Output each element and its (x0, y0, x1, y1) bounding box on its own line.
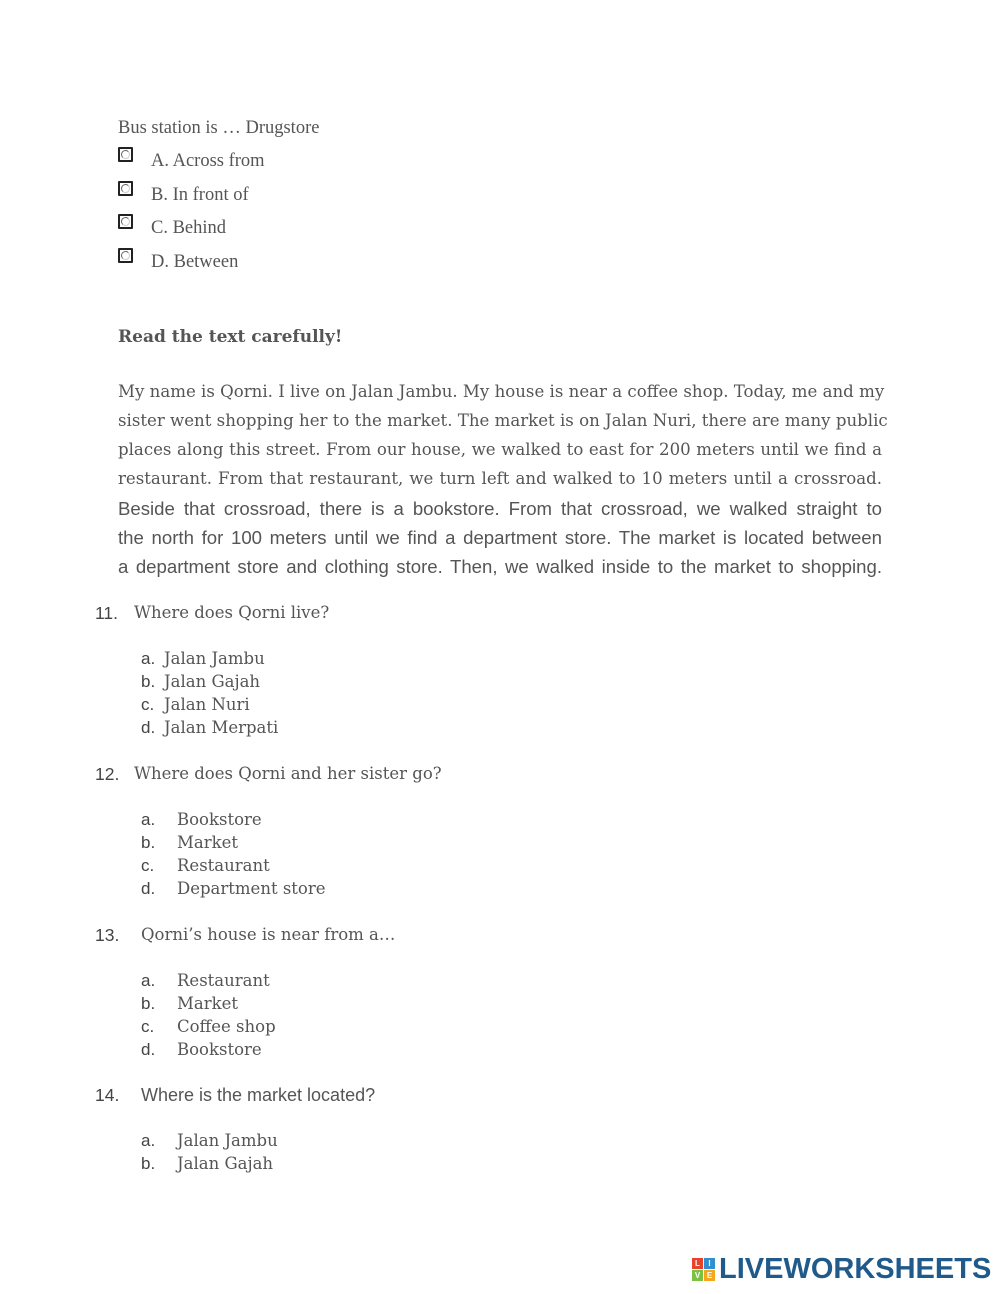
passage-line: My name is Qorni. I live on Jalan Jambu. My house is near a coffee shop. Today, me and my (118, 382, 885, 401)
bus-station-question: Bus station is … Drugstore (118, 118, 320, 138)
answer-option[interactable]: Restaurant (177, 971, 270, 990)
passage-line: the north for 100 meters until we find a department store. The market is located between (118, 527, 882, 548)
answer-letter: b. (141, 833, 156, 852)
passage-line: Beside that crossroad, there is a bookstore. From that crossroad, we walked straight to (118, 498, 882, 519)
option-behind[interactable] (118, 214, 226, 238)
logo-mark-letter: I (704, 1258, 715, 1269)
passage-line: sister went shopping her to the market. The market is on Jalan Nuri, there are many public (118, 411, 888, 430)
answer-letter: a. (141, 1131, 156, 1150)
answer-option[interactable]: Restaurant (177, 856, 270, 875)
logo-mark-letter: E (704, 1270, 715, 1281)
answer-letter: d. (141, 879, 156, 898)
answer-option[interactable]: Jalan Merpati (164, 718, 279, 737)
option-label: B. In front of (151, 185, 249, 205)
option-label: C. Behind (151, 218, 227, 238)
answer-option[interactable]: Bookstore (177, 810, 262, 829)
answer-option[interactable]: Bookstore (177, 1040, 262, 1059)
logo-text: LIVEWORKSHEETS (719, 1253, 992, 1285)
logo-mark-icon (692, 1258, 715, 1281)
radio-button[interactable] (118, 214, 133, 229)
answer-option[interactable]: Jalan Gajah (164, 672, 261, 691)
answer-letter: a. (141, 649, 156, 668)
answer-option[interactable]: Department store (177, 879, 326, 898)
option-between[interactable] (118, 248, 238, 272)
answer-option[interactable]: Jalan Jambu (164, 649, 265, 668)
answer-letter: b. (141, 1154, 156, 1173)
answer-option[interactable]: Jalan Jambu (177, 1131, 278, 1150)
radio-button[interactable] (118, 181, 133, 196)
question-text: Where is the market located? (141, 1085, 376, 1105)
passage-line: restaurant. From that restaurant, we turn left and walked to 10 meters until a crossroad. (118, 469, 882, 488)
question-number: 13. (95, 925, 120, 945)
answer-option[interactable]: Jalan Gajah (177, 1154, 274, 1173)
answer-letter: a. (141, 810, 156, 829)
answer-letter: b. (141, 672, 156, 691)
option-label: A. Across from (151, 151, 265, 171)
passage-line: places along this street. From our house, we walked to east for 200 meters until we find a (118, 440, 882, 459)
question-text: Where does Qorni live? (134, 603, 330, 622)
option-label: D. Between (151, 252, 239, 272)
question-number: 12. (95, 764, 120, 784)
reading-heading: Read the text carefully! (118, 327, 343, 347)
answer-letter: d. (141, 1040, 156, 1059)
answer-letter: c. (141, 1017, 155, 1036)
answer-letter: b. (141, 994, 156, 1013)
answer-option[interactable]: Market (177, 994, 239, 1013)
question-number: 11. (95, 603, 119, 623)
answer-option[interactable]: Market (177, 833, 239, 852)
option-across-from[interactable] (118, 147, 265, 171)
question-number: 14. (95, 1085, 120, 1105)
answer-letter: d. (141, 718, 156, 737)
question-text: Qorni’s house is near from a… (141, 925, 396, 944)
question-text: Where does Qorni and her sister go? (134, 764, 442, 783)
radio-button[interactable] (118, 248, 133, 263)
answer-letter: a. (141, 971, 156, 990)
option-in-front-of[interactable] (118, 181, 249, 205)
passage-line: a department store and clothing store. Then, we walked inside to the market to shopping. (118, 556, 882, 577)
answer-option[interactable]: Jalan Nuri (164, 695, 250, 714)
answer-option[interactable]: Coffee shop (177, 1017, 276, 1036)
answer-letter: c. (141, 695, 155, 714)
radio-button[interactable] (118, 147, 133, 162)
logo-mark-letter: V (692, 1270, 703, 1281)
liveworksheets-logo (692, 1253, 991, 1286)
logo-mark-letter: L (692, 1258, 703, 1269)
answer-letter: c. (141, 856, 155, 875)
